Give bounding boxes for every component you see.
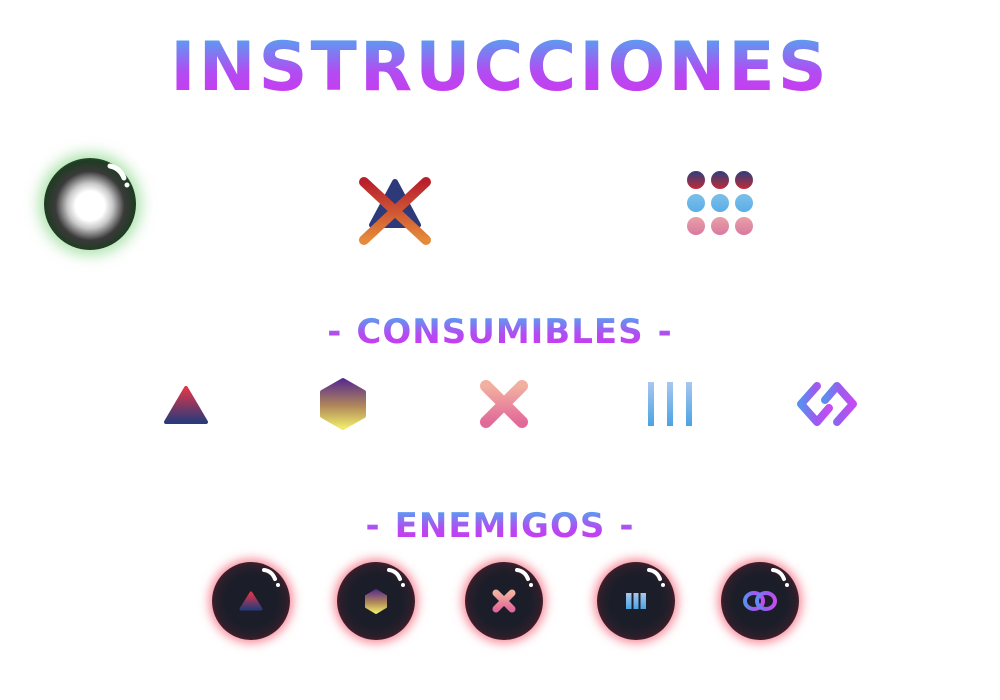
enemy-hexagon [337, 562, 415, 640]
shine-icon [511, 566, 537, 592]
enemy-triangle [212, 562, 290, 640]
shine-icon [643, 566, 669, 592]
x-icon [476, 376, 532, 432]
bars-icon [644, 380, 696, 428]
player-orb-icon [44, 158, 136, 250]
enemy-chain [721, 562, 799, 640]
enemy-x [465, 562, 543, 640]
hexagon-icon [316, 377, 370, 431]
shine-icon [258, 566, 284, 592]
heading-dash-right: - [619, 506, 635, 546]
page-title: INSTRUCCIONES [0, 28, 1000, 108]
dots-grid-icon [684, 170, 756, 238]
shine-icon [383, 566, 409, 592]
shine-icon [102, 162, 132, 192]
heading-dash-left: - [365, 506, 381, 546]
chain-link-icon [795, 380, 859, 428]
consumibles-heading [0, 310, 1000, 354]
shine-icon [767, 566, 793, 592]
avoid-cross-icon [352, 170, 438, 252]
heading-dash-right: - [657, 312, 673, 352]
enemigos-label: ENEMIGOS [394, 506, 606, 546]
heading-dash-left: - [327, 312, 343, 352]
enemy-bars [597, 562, 675, 640]
triangle-icon [160, 382, 212, 428]
consumibles-label: CONSUMIBLES [356, 312, 644, 352]
enemigos-heading [0, 504, 1000, 548]
